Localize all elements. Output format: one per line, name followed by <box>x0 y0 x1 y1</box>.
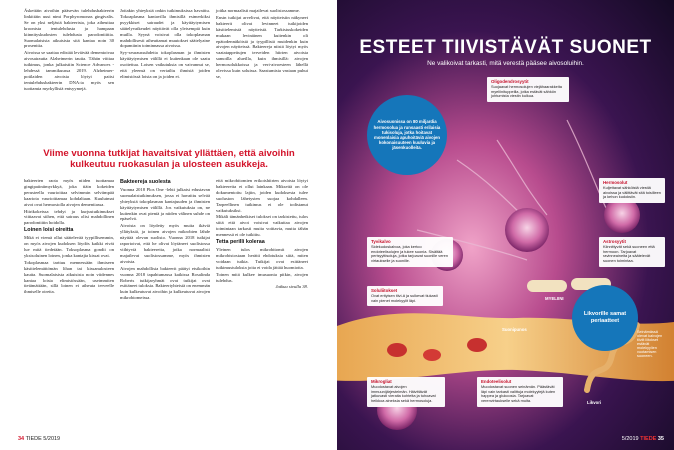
intro-bubble: Aivosuonissa on 80 miljardia hermosolua ja runsaasti erilaisia tukisoluja, jotka hoitavat monenlaisia apuhoitäviä aivojen kokonaisuuteen kuuluvia ja jäsenkuolleita. <box>367 95 447 175</box>
page-number: 35 <box>657 436 664 442</box>
spread-subtitle: Ne valikoivat tarkasti, mitä verestä pääsee aivosoluihin. <box>427 60 584 67</box>
paragraph: Mikä ei viemä ollut säätelevää tyypillisemmin, on myös aivojen kudoksen löydös kaikki eivät lue mitä tiedetään. Toksoplasma gondii on yksisoluinen loinen, jonka kantajia kissat ovat. <box>24 235 114 258</box>
right-folio <box>622 436 664 442</box>
neuron-cell <box>505 208 549 252</box>
issue: 5/2019 <box>43 436 61 442</box>
pull-quote: Viime vuonna tutkijat havaitsivat yllättäen, että aivoihin kulkeutuu ruokasulan ja ulosteen asukkeja. <box>43 148 295 170</box>
paragraph: Toinen mitä kulkee imusuonia pitkin, aivojen tulehdus. <box>216 271 308 283</box>
magazine-name: TIEDE <box>25 436 42 442</box>
callout-tight-junctions <box>367 286 443 306</box>
issue: 5/2019 <box>621 436 639 442</box>
callout-title: Mikrogliat <box>371 379 392 384</box>
paragraph: että mikrobitomien erikoishiirten aivoista löytyi bakteereita ei ollut lainkaan. Mikseitä on ole dokumentoitu lajiin, joiden kudoksesta tulee suoluston lähetysten suojaa kohdalleen. Tarpeellinen tutkimus ei ole todistanut vaikutuksiksi. <box>216 178 308 213</box>
paragraph: Mikäli tämänhetkiset tulokset on tarkistettu, tulos siitä että aivot voisivat vaikuttaa aivojen toimintaan tarkasti muita voittavia, mutta tähän mennessä ei ole tutkittu. <box>216 214 308 238</box>
callout-text: Ovat erityisen tiivi-ä ja sulkevat tiukasti vain pienet molekyylit läpi. <box>371 292 438 303</box>
callout-text: Suojaavat hermosolujen viejähaarakkeita myeliinituppeilla, jotka estävät sähkön johtumista viestin kulkua. <box>491 83 562 99</box>
spread-title: ESTEET TIIVISTÄVÄT SUONET <box>359 37 652 58</box>
callout-title: Tyvikalvo <box>371 239 391 244</box>
continued-note: Jatkuu sivulla 38. <box>275 284 308 290</box>
right-page <box>337 0 674 450</box>
paragraph: Vuonna 2018 Plos One -lehti julkaisi edustavan suomalaistutkimuksen, jossa ei havaittu selvää yhteyksiä tokoplasman kantajuuden ja ihmisten käyttäytymisen välillä. Jos vaikutuksia on, ne kuitenkin ovat pieniä ja niiden välinen suhde on epäselvä. <box>120 186 210 222</box>
column-2-lower <box>120 178 210 302</box>
callout-text: Muodostavat suonen seinämän. Päästävät läpi vain tarkasti valittuja molekyylejä kuten happea ja glukoosia. Tarjoavat verenvirtaukselle sekä muita. <box>481 383 556 404</box>
subheading-loinen: Loinen loisi oireitta <box>24 227 74 234</box>
column-3-lower <box>216 178 308 291</box>
callout-text: Muodostavat aivojen immuunijärjestelmän. Häivittävät jatkuvasti vieraita kohteita ja tuhoavat heikkoa aineksia sekä hermosoluja. <box>371 383 436 404</box>
paragraph: bakteerien raota myös niiden tuottamaa gingipaiiniimyrkkyä, joka tiäin kokeiden perusteella vaurioittaa selvimmin selviimpää kaariota vaurioittamaa kohdaltaan. Kuulutmat aivot ovat hermostolla aivojen dementiassa. <box>24 178 114 207</box>
callout-basement-membrane <box>367 237 453 267</box>
choroid-bubble: Likvorille samat periaatteet <box>572 285 638 351</box>
label-likvori: Likvori <box>587 400 602 405</box>
column-2 <box>120 8 210 81</box>
side-note: Seinämässä olevat kalvojen tiiviit liitokset estävät molekyylien vuotamisen suoneen. <box>637 330 663 358</box>
callout-oligodendrocytes <box>487 77 569 102</box>
subheading-tetta: Tetta perilli koleraa <box>216 239 265 246</box>
callout-title: Oligodendrosyytit <box>491 79 529 84</box>
paragraph: Yleinen tulos mikrobitomit aivojen mikrobistostaan herätti ehdotuksia siitä, miten voidaan tutkia. Tutkijat ovat esittäneet tutkimustuloksia joita ei voida jättää huomiotta. <box>216 246 308 270</box>
paragraph: Aivoista on löydetty myös muita ikäviä yllätyksiä, ja toinen aivojen mikrobien lähde näyttää olevan suolisto. Vuonna 2018 tutkijat raportoivat, että he olivat löytäneet suolistossa viihtyviä bakteereita, jotka normaalisti majailevat suolistossamme, myös ihmisten aivoista. <box>120 223 210 264</box>
paragraph: Aivoissa se saattaa edistää leviävää dementoivaa aivosairautta Alzheimerin tautia. Tähän viittaa tutkimus, jonka julkaistiin Science Advances -lehdessä tammikuussa 2019. Alzheimer-potilaiden aivoista löytyi paitsi ientulehdusbakteerin DNA:ta myös sen tuottamia myrkyllisiä entsyymejä. <box>24 50 114 91</box>
callout-microglia <box>367 377 445 407</box>
paragraph: joitka normaalisti majailevat suolistossamme. <box>216 8 300 13</box>
paragraph: Äskettäin aivoihin pääsevän tulehdusbakteerin linkittäin uusi nimi Porphyromonas gingivalis. Se on yksi neljästä bakteerista, joka aiheuttaa kroonista ientulehdusta ja hampaan kiinnityskudosten tulehdusta parodontiittia. Suomalaisista aikuisista sitä kantaa noin 30 prosenttia. <box>24 8 114 49</box>
column-3 <box>216 8 308 81</box>
paragraph: Syy-seuraussuhdetta tokoplasman ja ihmisten käyttäytymisen välillä ei kuitenkaan ole saatu osoitettua. Loisen vaikutuksia on vaivannut se, että yleensä on vertailtu ihmisiä joiden elimistössä loista on ja joiden ei. <box>120 50 210 79</box>
callout-title: Hermosolut <box>603 180 628 185</box>
paragraph: Aivojen mahdollisia bakteerit päätyi etsikoihin vuonna 2018 tapahtumassa kaikissa Rosalinda Roberts tutkijaryhmät ovat tutkijat ovat esittäneet tuloksia. Bakteeriyhteisiä on enemmän kuin kulkeutuvat aivoihin ja kulkeutuvat aivojen mikrobiomeissa. <box>120 265 210 301</box>
label-suonipunos: Suonipunos <box>502 327 527 332</box>
callout-text: Kuljettavat sähköistä viestiä aivoissa ja välittävät sitä toisilleen ja kehon kudoksiin. <box>603 184 661 200</box>
callout-neurons <box>599 178 665 203</box>
callout-title: Soluliitokset <box>371 288 398 293</box>
magazine-name: TIEDE <box>640 436 657 442</box>
callout-astrocytes <box>599 237 665 267</box>
callout-text: Kiinnittyvät sekä suoneen että hermoon. Tarjoavat ravinneaineita ja säätelevät suonen toimintaa. <box>603 243 655 264</box>
paragraph: Joitakin yhteyksiä onkin tutkimuksissa havaittu. Tokoaplasma kantavilla ihmisillä esimerkiksi psyykkiset sairaudet ja käyttäytymisen säätelyvaikeudet näyttävät olla yleisempiä kuin muilla. Syynä voisivat olla tokoplasman mahdollisesti aiheuttamat muutokset säätelyaine dopamiinin toiminnassa aivoissa. <box>120 8 210 49</box>
paragraph: Ensin tutkijat arvelivat, että näytteisiin näkyneet bakteerit olivat levinneet tutkijoiden käsittelemistä näytteistä. Tarkistuskokeiden mukaan levinäinen kuitenkin oli epätodennäköistä ja tyypillistä muidenkin kuin aivojen näytteissä. Bakteereja niistä löytyi myös vaatatappeitujen terveiden hiirten aivoista samoilla alueilla, kuin ihmisillä: aivojen hermosolukkoissa ja veri-aivoesteen lähellä olevissa kuin soluissa. Saastumista vastaan puhui se, <box>216 14 308 79</box>
callout-title: Endoteelisolut <box>481 379 512 384</box>
left-folio <box>18 436 60 442</box>
column-1-lower <box>24 178 114 296</box>
paragraph: Hiirikokeissa tehdyt ja kurjustutkimukset viittaavat siihen, että sairaus olisi mahdollinen parodontiitin hoidolla. <box>24 208 114 226</box>
paragraph: Tokoplasmaa tarttuu mennessään ihmiseen käsittelemättömän lihan tai kissanulosteen kautta. Suomalaisista aikuisista noin viidennes kantaa loista elimistössään, useimmiten tietämättään, sillä loinen ei aiheuta terveelle ihmiselle oireita. <box>24 259 114 295</box>
label-myelin: MYELIINI <box>545 296 564 301</box>
page-number: 34 <box>18 436 25 442</box>
subheading-bakteereja: Bakteereja suolesta <box>120 179 171 185</box>
callout-endothelial <box>477 377 563 407</box>
column-1 <box>24 8 114 93</box>
callout-title: Astrosyytit <box>603 239 626 244</box>
callout-text: Sidekudoskalvoa, joka kertoo endoteelisolujen ja tukee suonia. Sisältää perisyyttisoluja, jotka tarjoavat suonille veren virtaukselle ja suonille. <box>371 243 448 264</box>
